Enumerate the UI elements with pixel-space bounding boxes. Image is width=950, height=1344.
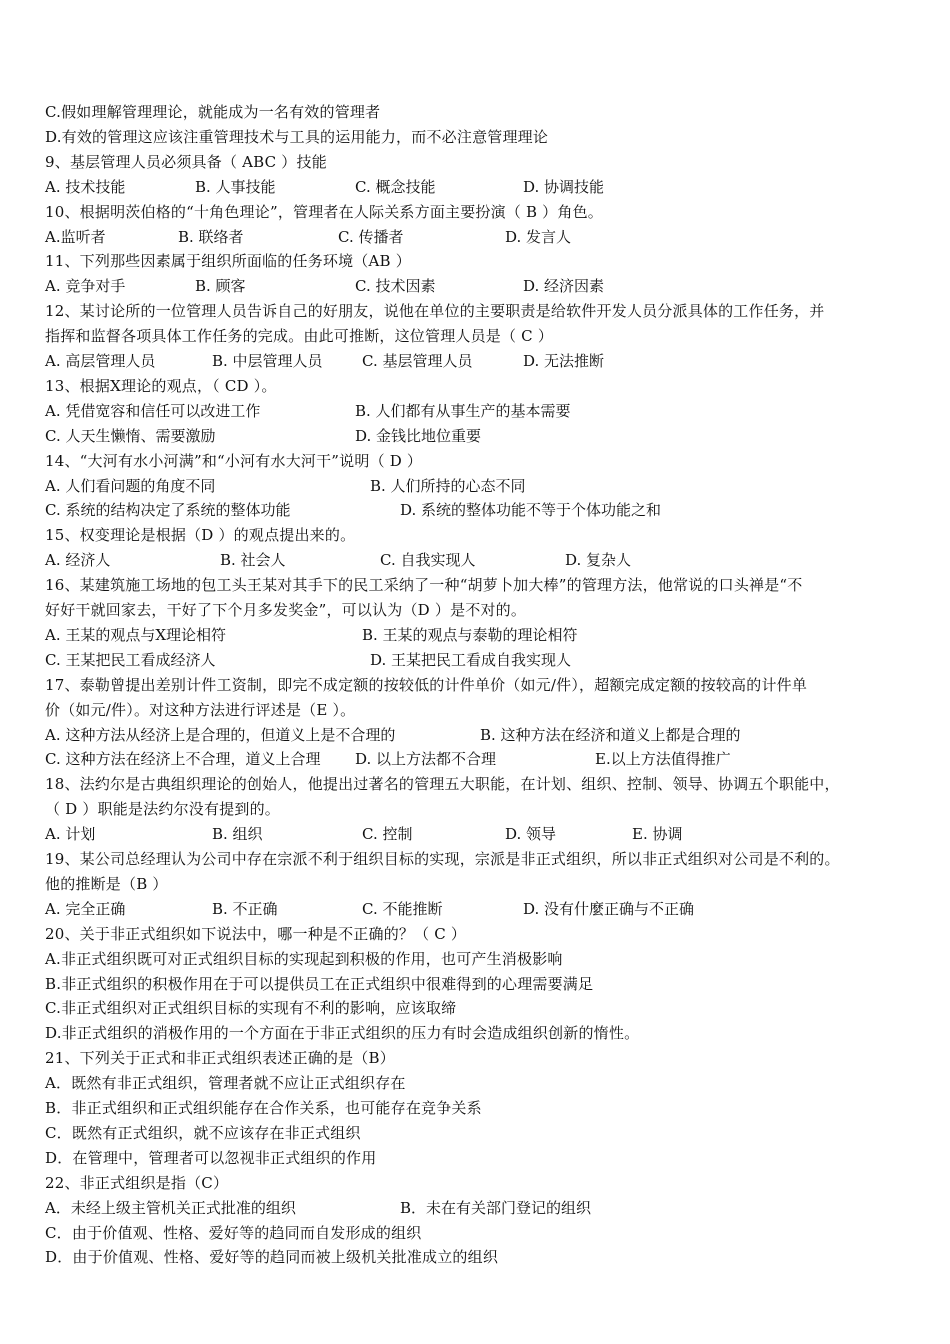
option-item: B. 人事技能 xyxy=(195,177,276,196)
option-item: D. 复杂人 xyxy=(565,551,632,570)
option-item: B. 王某的观点与泰勒的理论相符 xyxy=(362,625,578,644)
options-row xyxy=(45,474,930,499)
text-line: 16、某建筑施工场地的包工头王某对其手下的民工采纳了一种“胡萝卜加大棒”的管理方法，他常说的口头禅是“不 xyxy=(45,576,803,595)
option-item: A. 人们看问题的角度不同 xyxy=(45,476,216,495)
option-item: A. 这种方法从经济上是合理的，但道义上是不合理的 xyxy=(45,725,396,744)
option-item: B. 中层管理人员 xyxy=(212,352,323,370)
option-item: C. 不能推断 xyxy=(362,899,443,918)
text-line: D.有效的管理这应该注重管理技术与工具的运用能力，而不必注意管理理论 xyxy=(45,127,549,146)
text-line: C.假如理解管理理论，就能成为一名有效的管理者 xyxy=(45,103,381,121)
option-item: E. 协调 xyxy=(632,825,683,844)
options-row xyxy=(45,225,930,250)
text-line: D.非正式组织的消极作用的一个方面在于非正式组织的压力有时会造成组织创新的惰性。 xyxy=(45,1024,640,1043)
text-line: 价（如元/件）。对这种方法进行评述是（E ）。 xyxy=(45,700,356,719)
option-item: C. 这种方法在经济上不合理，道义上合理 xyxy=(45,750,321,769)
option-item: B. 顾客 xyxy=(195,277,246,296)
options-row xyxy=(45,648,930,673)
text-line: C.非正式组织对正式组织目标的实现有不利的影响，应该取缔 xyxy=(45,999,457,1018)
options-row xyxy=(45,274,930,299)
option-item: D. 领导 xyxy=(505,825,557,844)
text-line: 指挥和监督各项具体工作任务的完成。由此可推断，这位管理人员是（ C ） xyxy=(45,327,554,346)
option-item: B. 组织 xyxy=(212,825,263,844)
options-row xyxy=(45,349,930,374)
text-line: B.非正式组织的积极作用在于可以提供员工在正式组织中很难得到的心理需要满足 xyxy=(45,974,594,993)
text-line: 好好干就回家去，干好了下个月多发奖金”，可以认为（D ）是不对的。 xyxy=(45,601,527,619)
option-item: D. 王某把民工看成自我实现人 xyxy=(370,650,572,669)
option-item: C. 人天生懒惰、需要激励 xyxy=(45,426,216,445)
option-item: A. 高层管理人员 xyxy=(45,352,156,370)
option-item: A. 王某的观点与X理论相符 xyxy=(45,625,227,644)
text-line: 14、“大河有水小河满”和“小河有水大河干”说明（ D ） xyxy=(45,451,423,470)
option-item: D. 经济因素 xyxy=(523,277,605,296)
options-row xyxy=(45,498,930,523)
option-item: A. 技术技能 xyxy=(45,177,126,196)
option-item: E.以上方法值得推广 xyxy=(595,750,731,769)
text-line: A.非正式组织既可对正式组织目标的实现起到积极的作用，也可产生消极影响 xyxy=(45,949,563,968)
option-item: D. 金钱比地位重要 xyxy=(355,426,482,445)
text-line: 11、下列那些因素属于组织所面临的任务环境（AB ） xyxy=(45,252,411,271)
text-line: 9、基层管理人员必须具备（ ABC ）技能 xyxy=(45,152,327,171)
options-row xyxy=(45,1196,930,1221)
option-item: B. 不正确 xyxy=(212,899,278,918)
option-item: B. 社会人 xyxy=(220,551,286,570)
option-item: C. 技术因素 xyxy=(355,277,436,296)
options-row xyxy=(45,175,930,200)
text-line: （ D ）职能是法约尔没有提到的。 xyxy=(45,800,280,819)
option-item: C. 基层管理人员 xyxy=(362,352,473,370)
options-row xyxy=(45,548,930,573)
option-item: D. 发言人 xyxy=(505,227,572,246)
option-item: C. 概念技能 xyxy=(355,177,436,196)
option-item: C. 自我实现人 xyxy=(380,551,476,570)
option-item: B．未在有关部门登记的组织 xyxy=(400,1198,592,1217)
option-item: A. 计划 xyxy=(45,825,96,844)
option-item: D. 无法推断 xyxy=(523,352,605,370)
options-row xyxy=(45,399,930,424)
text-line: 17、泰勒曾提出差别计件工资制，即完不成定额的按较低的计件单价（如元/件），超额完成定额的按较高的计件单 xyxy=(45,675,808,694)
text-line: 20、关于非正式组织如下说法中，哪一种是不正确的？（ C ） xyxy=(45,924,467,943)
option-item: A. 完全正确 xyxy=(45,899,126,918)
options-row xyxy=(45,723,930,748)
option-item: A. 凭借宽容和信任可以改进工作 xyxy=(45,401,261,420)
option-item: D. 协调技能 xyxy=(523,177,605,196)
text-line: C．既然有正式组织，就不应该存在非正式组织 xyxy=(45,1123,361,1142)
options-row xyxy=(45,822,930,847)
text-line: D．在管理中，管理者可以忽视非正式组织的作用 xyxy=(45,1148,377,1167)
option-item: B. 联络者 xyxy=(178,227,244,246)
option-item: A. 经济人 xyxy=(45,551,111,570)
text-line: 13、根据X理论的观点，（ CD ）。 xyxy=(45,376,277,395)
text-line: C．由于价值观、性格、爱好等的趋同而自发形成的组织 xyxy=(45,1223,422,1242)
text-line: 18、法约尔是古典组织理论的创始人，他提出过著名的管理五大职能，在计划、组织、控制、领导、协调五个职能中， xyxy=(45,775,840,794)
option-item: C. 系统的结构决定了系统的整体功能 xyxy=(45,501,291,520)
text-line: 15、权变理论是根据（D ）的观点提出来的。 xyxy=(45,526,356,545)
option-item: D. 以上方法都不合理 xyxy=(355,750,497,769)
option-item: A. 竞争对手 xyxy=(45,277,126,296)
text-line: 21、下列关于正式和非正式组织表述正确的是（B） xyxy=(45,1049,395,1068)
option-item: A．未经上级主管机关正式批准的组织 xyxy=(45,1198,296,1217)
option-item: C. 传播者 xyxy=(338,227,404,246)
options-row xyxy=(45,747,930,772)
option-item: D. 系统的整体功能不等于个体功能之和 xyxy=(400,501,662,520)
option-item: B. 人们都有从事生产的基本需要 xyxy=(355,401,571,420)
option-item: C. 控制 xyxy=(362,825,413,844)
options-row xyxy=(45,623,930,648)
text-line: B．非正式组织和正式组织能存在合作关系，也可能存在竞争关系 xyxy=(45,1099,482,1117)
option-item: D. 没有什麼正确与不正确 xyxy=(523,899,695,918)
option-item: A.监听者 xyxy=(45,227,106,246)
options-row xyxy=(45,424,930,449)
text-line: 他的推断是（B ） xyxy=(45,874,168,893)
text-line: 12、某讨论所的一位管理人员告诉自己的好朋友，说他在单位的主要职责是给软件开发人员分派具体的工作任务，并 xyxy=(45,302,825,321)
text-line: D．由于价值观、性格、爱好等的趋同而被上级机关批准成立的组织 xyxy=(45,1248,499,1267)
option-item: B. 这种方法在经济和道义上都是合理的 xyxy=(480,725,741,744)
text-line: 22、非正式组织是指（C） xyxy=(45,1173,229,1192)
option-item: C. 王某把民工看成经济人 xyxy=(45,650,216,669)
text-line: A．既然有非正式组织，管理者就不应让正式组织存在 xyxy=(45,1074,406,1093)
options-row xyxy=(45,897,930,922)
text-line: 19、某公司总经理认为公司中存在宗派不利于组织目标的实现，宗派是非正式组织，所以非正式组织对公司是不利的。 xyxy=(45,850,840,868)
option-item: B. 人们所持的心态不同 xyxy=(370,476,526,495)
text-line: 10、根据明茨伯格的“十角色理论”，管理者在人际关系方面主要扮演（ B ）角色。 xyxy=(45,202,603,221)
